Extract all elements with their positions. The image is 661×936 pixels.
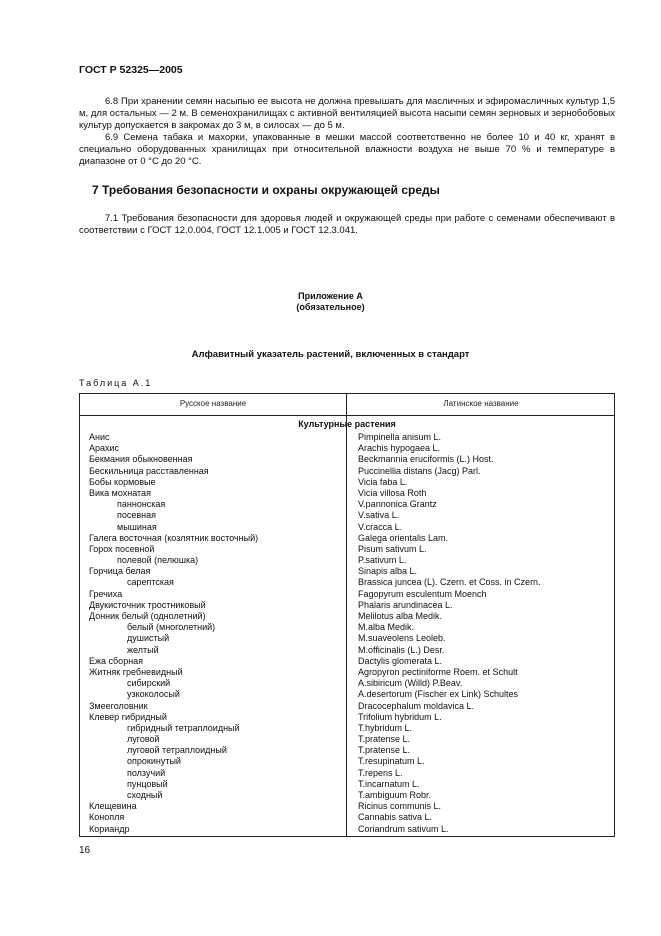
russian-name: гибридный тетраплоидный — [127, 722, 240, 733]
russian-name: Ежа сборная — [89, 655, 144, 666]
russian-name: полевой (пелюшка) — [117, 555, 199, 566]
table-row — [80, 454, 614, 465]
table-row — [80, 790, 614, 801]
table-row — [80, 678, 614, 689]
russian-name: паннонская — [117, 499, 166, 510]
latin-name: V.pannonica Grantz — [358, 499, 437, 510]
table-row — [80, 723, 614, 734]
latin-name: Dactylis glomerata L. — [358, 655, 443, 666]
russian-name: Бескильница расставленная — [89, 465, 209, 476]
latin-name: Melilotus alba Medik. — [358, 611, 443, 621]
latin-name: T.hybridum L. — [358, 722, 413, 733]
russian-name: Горох посевной — [89, 543, 155, 554]
russian-name: Вика мохнатая — [89, 487, 151, 498]
latin-name: V.sativa L. — [358, 510, 400, 521]
table-row — [80, 622, 614, 633]
table-row — [80, 611, 614, 622]
russian-name: ползучий — [127, 767, 166, 778]
section-title: 7 Требования безопасности и охраны окружающей среды — [92, 183, 440, 197]
russian-name: узкоколосый — [127, 689, 180, 700]
russian-name: Кориандр — [89, 823, 130, 834]
russian-name: Конопля — [89, 812, 125, 823]
table-body — [80, 432, 614, 835]
table-row — [80, 689, 614, 700]
latin-name: V.cracca L. — [358, 521, 403, 532]
latin-name: Beckmannia eruciformis (L.) Host. — [358, 454, 494, 465]
latin-name: T.resupinatum L. — [358, 756, 425, 767]
header-divider — [80, 415, 614, 416]
latin-name: T.ambiguum Robr. — [358, 790, 432, 800]
russian-name: мышиная — [117, 521, 157, 532]
russian-name: Анис — [89, 432, 110, 442]
russian-name: Гречиха — [89, 588, 123, 599]
page-number: 16 — [79, 845, 91, 856]
plants-table — [79, 393, 615, 837]
russian-name: Бобы кормовые — [89, 476, 156, 487]
latin-name: M.officinalis (L.) Desr. — [358, 644, 445, 655]
table-caption: Таблица А.1 — [79, 378, 153, 388]
table-row — [80, 667, 614, 678]
table-row — [80, 555, 614, 566]
index-title: Алфавитный указатель растений, включенных в стандарт — [191, 349, 470, 360]
table-row — [80, 801, 614, 812]
russian-name: душистый — [127, 633, 170, 644]
russian-name: Клещевина — [89, 801, 137, 812]
russian-name: Горчица белая — [89, 566, 151, 577]
latin-name: Trifolium hybridum L. — [358, 711, 442, 722]
russian-name: Галега восточная (козлятник восточный) — [89, 532, 259, 543]
table-row — [80, 443, 614, 454]
russian-name: сибирский — [127, 678, 171, 689]
table-row — [80, 600, 614, 611]
latin-name: P.sativum L. — [358, 555, 407, 566]
table-row — [80, 824, 614, 835]
russian-name: Арахис — [89, 443, 120, 454]
table-row — [80, 577, 614, 588]
table-row — [80, 522, 614, 533]
document-header: ГОСТ Р 52325—2005 — [79, 64, 183, 76]
paragraph-6-8: 6.8 При хранении семян насыпью ее высота не должна превышать для масличных и эфиромасличных культур 1,5 м, для остальных — 2 м. В семенохранилищах с активной вентиляцией высота насыпи семян зерновых и зернобобовых культур допускается в закромах до 3 м, в силосах — до 5 м. — [79, 96, 615, 131]
latin-name: Coriandrum sativum L. — [358, 823, 449, 834]
russian-name: сарептская — [127, 577, 174, 588]
latin-name: Vicia villosa Roth — [358, 487, 427, 498]
latin-name: Cannabis sativa L. — [358, 812, 433, 823]
russian-name: Змееголовник — [89, 700, 148, 711]
table-row — [80, 734, 614, 745]
table-row — [80, 779, 614, 790]
latin-name: T.repens L. — [358, 767, 403, 778]
table-row — [80, 510, 614, 521]
russian-name: пунцовый — [127, 778, 168, 789]
column-header-latin: Латинское название — [443, 399, 519, 408]
table-row — [80, 432, 614, 443]
latin-name: M.suaveolens Leoleb. — [358, 633, 446, 644]
latin-name: Sinapis alba L. — [358, 566, 418, 577]
table-row — [80, 488, 614, 499]
russian-name: луговой — [127, 734, 160, 745]
table-row — [80, 544, 614, 555]
latin-name: Ricinus communis L. — [358, 801, 442, 812]
table-row — [80, 812, 614, 823]
latin-name: Brassica juncea (L). Czern. et Coss. in Czern. — [358, 577, 541, 588]
latin-name: Pisum sativum L. — [358, 543, 427, 554]
latin-name: A.sibiricum (Willd) P.Beav. — [358, 678, 463, 689]
latin-name: Arachis hypogaea L. — [358, 443, 441, 454]
table-row — [80, 466, 614, 477]
latin-name: Vicia faba L. — [358, 476, 408, 487]
russian-name: Бекмания обыкновенная — [89, 454, 193, 465]
table-row — [80, 712, 614, 723]
latin-name: Galega orientalis Lam. — [358, 532, 449, 543]
table-row — [80, 756, 614, 767]
latin-name: T.incarnatum L. — [358, 778, 420, 789]
table-row — [80, 701, 614, 712]
table-row — [80, 499, 614, 510]
russian-name: Двукисточник тростниковый — [89, 599, 206, 610]
latin-name: Pimpinella anisum L. — [358, 432, 442, 442]
latin-name: Dracocephalum moldavica L. — [358, 700, 475, 711]
latin-name: T.pratense L. — [358, 745, 411, 756]
latin-name: Fagopyrum esculentum Moench — [358, 588, 487, 599]
appendix-label: Приложение А — [298, 291, 363, 301]
table-row — [80, 533, 614, 544]
paragraph-7-1: 7.1 Требования безопасности для здоровья людей и окружающей среды при работе с семенами обеспечивают в соответствии с ГОСТ 12.0.004, ГОСТ 12.1.005 и ГОСТ 12.3.041. — [79, 213, 615, 236]
table-row — [80, 656, 614, 667]
table-row — [80, 477, 614, 488]
russian-name: Житняк гребневидный — [89, 666, 183, 677]
latin-name: T.pratense L. — [358, 734, 411, 745]
table-row — [80, 768, 614, 779]
table-row — [80, 566, 614, 577]
appendix-status: (обязательное) — [296, 302, 365, 312]
table-row — [80, 589, 614, 600]
russian-name: опрокинутый — [127, 756, 181, 767]
table-row — [80, 633, 614, 644]
russian-name: Клевер гибридный — [89, 711, 167, 722]
latin-name: Puccinellia distans (Jacg) Parl. — [358, 465, 481, 476]
russian-name: белый (многолетний) — [127, 622, 216, 633]
latin-name: Agropyron pectiniforme Roem. et Schult — [358, 666, 518, 677]
latin-name: M.alba Medik. — [358, 622, 415, 633]
table-row — [80, 645, 614, 656]
table-row — [80, 745, 614, 756]
latin-name: Phalaris arundinacea L. — [358, 599, 453, 610]
russian-name: желтый — [127, 644, 159, 655]
group-heading: Культурные растения — [298, 419, 396, 429]
latin-name: A.desertorum (Fischer ex Link) Schultes — [358, 689, 519, 700]
russian-name: луговой тетраплоидный — [127, 745, 227, 756]
russian-name: сходный — [127, 790, 163, 800]
russian-name: Донник белый (однолетний) — [89, 611, 206, 621]
russian-name: посевная — [117, 510, 157, 521]
column-header-russian: Русское название — [179, 399, 247, 408]
paragraph-6-9: 6.9 Семена табака и махорки, упакованные в мешки массой соответственно не более 10 и 40 кг, хранят в специально оборудованных хранилищах при относительной влажности воздуха не выше 70 % и температуре в диапазоне от 0 °С до 20 °С. — [79, 132, 615, 167]
